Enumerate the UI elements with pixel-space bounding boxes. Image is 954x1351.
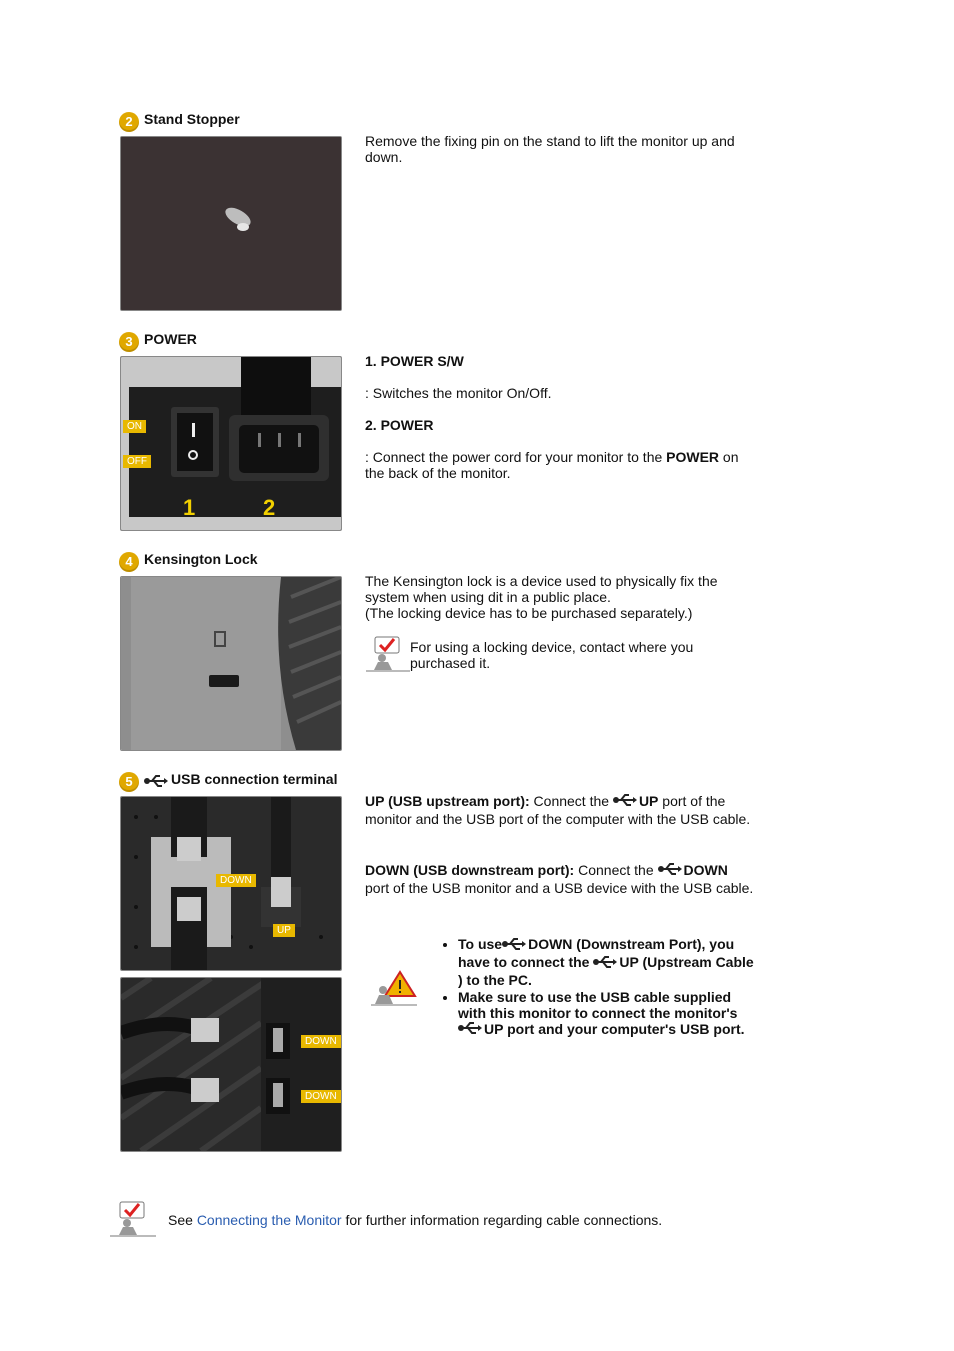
- usb-icon: [658, 862, 684, 880]
- section-title-stand-stopper: Stand Stopper: [144, 111, 240, 127]
- section-number-badge: 3: [119, 332, 139, 352]
- up-label: UP: [273, 924, 295, 937]
- usb-note-2-b: UP port and your computer's USB port.: [484, 1020, 745, 1037]
- section-number-badge: 4: [119, 552, 139, 572]
- checkmark-note-icon: [110, 1201, 156, 1237]
- usb-note-2: [458, 989, 754, 1039]
- power-switch-title: 1. POWER S/W: [365, 353, 464, 369]
- off-label: OFF: [123, 455, 151, 468]
- power-photo: [120, 356, 342, 531]
- usb-notes: [444, 936, 754, 1039]
- usb-up-text-a: Connect the: [529, 793, 613, 809]
- power-switch-text: : Switches the monitor On/Off.: [365, 385, 552, 401]
- usb-notes-list: [444, 936, 754, 1038]
- usb-icon: [613, 793, 639, 811]
- kensington-purchase-note: (The locking device has to be purchased separately.): [365, 605, 693, 621]
- kensington-photo: [120, 576, 342, 751]
- kensington-slot-image: [121, 577, 341, 750]
- section-number-badge: 2: [119, 112, 139, 132]
- usb-down-text-b: port of the USB monitor and a USB device with the USB cable.: [365, 880, 754, 897]
- power-port-text-b: on the back of the monitor.: [365, 449, 739, 481]
- section-number-badge: 5: [119, 772, 139, 792]
- kensington-description: The Kensington lock is a device used to physically fix the system when using dit in a public place.: [365, 573, 718, 605]
- usb-up-description: [365, 793, 755, 828]
- down-label: DOWN: [216, 874, 256, 887]
- usb-note-1-a: To use: [458, 936, 503, 952]
- usb-ports-image-2: [121, 978, 341, 1151]
- power-port-title: 2. POWER: [365, 417, 434, 433]
- usb-icon: [502, 937, 528, 954]
- checkmark-note-icon: [366, 636, 410, 672]
- usb-up-port: UP: [638, 793, 659, 809]
- footer-see: See: [168, 1212, 197, 1228]
- usb-note-1-b: DOWN (Downstream Port), you have to connect the: [458, 936, 735, 970]
- stand-stopper-description: Remove the fixing pin on the stand to lift the monitor up and down.: [365, 133, 735, 165]
- usb-icon: [144, 774, 168, 791]
- usb-icon: [458, 1021, 484, 1038]
- usb-up-text-b: port of the monitor and the USB port of the computer with the USB cable.: [365, 793, 751, 828]
- stand-stopper-photo: [120, 136, 342, 311]
- usb-down-description: [365, 862, 755, 897]
- usb-note-1-c: UP (Upstream Cable ) to the PC.: [458, 953, 754, 988]
- footer-rest: for further information regarding cable connections.: [341, 1212, 663, 1228]
- stand-pin-image: [121, 137, 341, 310]
- usb-note-2-a: Make sure to use the USB cable supplied with this monitor to connect the monitor's: [458, 988, 738, 1021]
- section-title-power: POWER: [144, 331, 197, 347]
- warning-note-icon: [371, 970, 417, 1006]
- port-number-2: 2: [263, 495, 276, 520]
- on-label: ON: [123, 420, 146, 433]
- power-port-text-a: : Connect the power cord for your monitor to the: [365, 449, 667, 465]
- usb-note-1: [458, 936, 754, 988]
- port-number-1: 1: [183, 495, 196, 520]
- kensington-tip: For using a locking device, contact where you purchased it.: [410, 639, 694, 671]
- power-port-text: [365, 449, 755, 481]
- usb-down-text-a: Connect the: [574, 862, 658, 878]
- usb-down-port: DOWN: [683, 862, 728, 878]
- usb-icon: [593, 955, 619, 972]
- power-ports-image: [121, 357, 341, 530]
- usb-ports-photo-1: [120, 796, 342, 971]
- connecting-monitor-link[interactable]: Connecting the Monitor: [196, 1212, 342, 1228]
- down-label-1: DOWN: [301, 1035, 341, 1048]
- power-port-bold: POWER: [666, 449, 720, 465]
- footer-note: [168, 1212, 662, 1228]
- down-label-2: DOWN: [301, 1090, 341, 1103]
- usb-down-label: DOWN (USB downstream port):: [365, 862, 575, 878]
- section-title-usb: USB connection terminal: [171, 771, 338, 787]
- section-title-kensington: Kensington Lock: [144, 551, 258, 567]
- usb-up-label: UP (USB upstream port):: [365, 793, 530, 809]
- usb-ports-photo-2: [120, 977, 342, 1152]
